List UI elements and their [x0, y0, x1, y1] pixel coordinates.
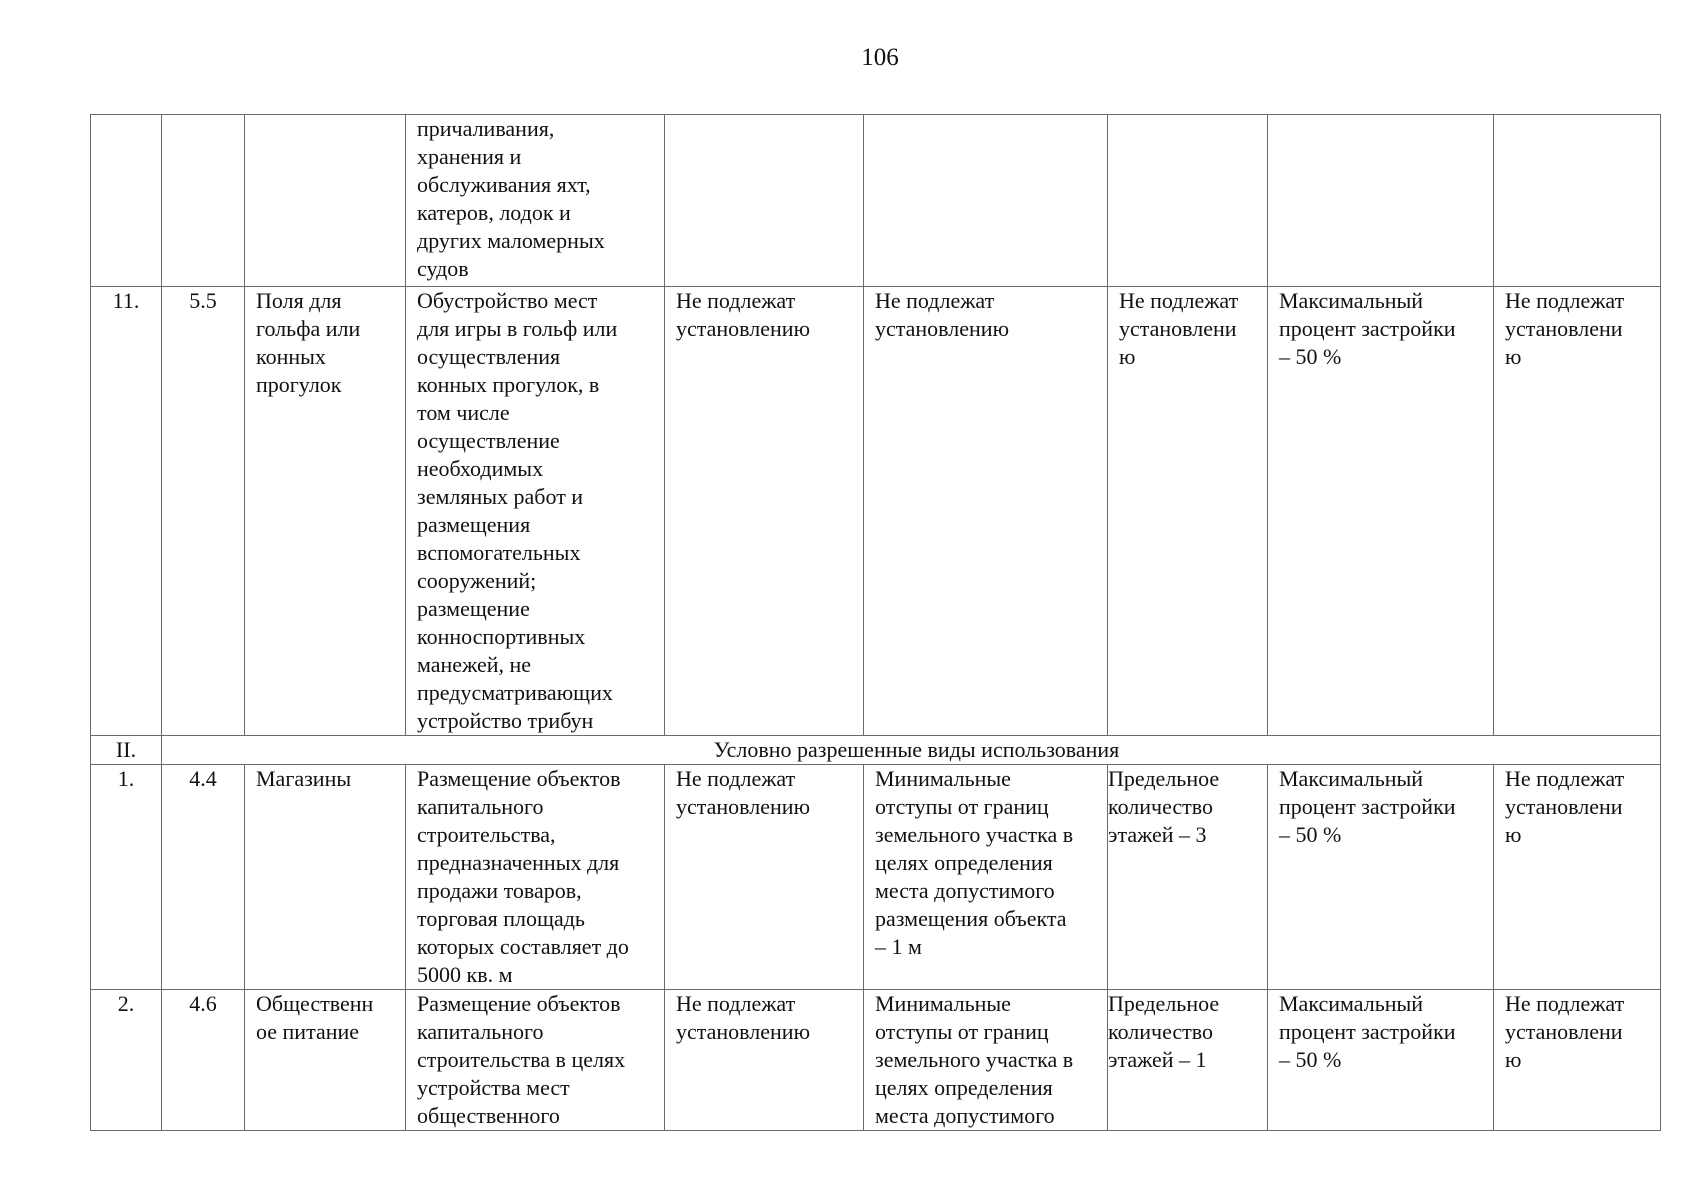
cell-section-no: II. [91, 736, 162, 765]
cell-col8 [1268, 115, 1494, 287]
cell-col6 [864, 115, 1108, 287]
cell-col5: Не подлежат установлению [665, 765, 864, 990]
cell-description: причаливания, хранения и обслуживания яхт, катеров, лодок и других маломерных судов [406, 115, 665, 287]
cell-name: Магазины [245, 765, 406, 990]
cell-code [162, 115, 245, 287]
cell-description: Обустройство мест для игры в гольф или осуществления конных прогулок, в том числе осуществление необходимых земляных работ и размещения вспомогательных сооружений; размещение конноспортивных манежей, не предусматривающих устройство трибун [406, 287, 665, 736]
cell-code: 4.6 [162, 990, 245, 1131]
cell-col5 [665, 115, 864, 287]
table-row-2 [91, 990, 1661, 1131]
cell-col7: Не подлежат установлени ю [1108, 287, 1268, 736]
cell-col6: Не подлежат установлению [864, 287, 1108, 736]
cell-col9: Не подлежат установлени ю [1494, 287, 1661, 736]
cell-col5: Не подлежат установлению [665, 990, 864, 1131]
section-row-II [91, 736, 1661, 765]
cell-col6: Минимальные отступы от границ земельного участка в целях определения места допустимого размещения объекта – 1 м [864, 765, 1108, 990]
cell-code: 5.5 [162, 287, 245, 736]
cell-col8: Максимальный процент застройки – 50 % [1268, 287, 1494, 736]
cell-col9: Не подлежат установлени ю [1494, 765, 1661, 990]
cell-col9 [1494, 115, 1661, 287]
zoning-table [90, 114, 1661, 1131]
section-title: Условно разрешенные виды использования [162, 736, 1661, 765]
cell-code: 4.4 [162, 765, 245, 990]
cell-no: 2. [91, 990, 162, 1131]
table-row-1 [91, 765, 1661, 990]
page-number: 106 [861, 44, 899, 71]
cell-no: 1. [91, 765, 162, 990]
cell-description: Размещение объектов капитального строительства, предназначенных для продажи товаров, торговая площадь которых составляет до 5000 кв. м [406, 765, 665, 990]
cell-col7 [1108, 115, 1268, 287]
cell-col7: Предельное количество этажей – 3 [1108, 765, 1268, 990]
cell-no: 11. [91, 287, 162, 736]
cell-col8: Максимальный процент застройки – 50 % [1268, 990, 1494, 1131]
cell-name [245, 115, 406, 287]
cell-description: Размещение объектов капитального строительства в целях устройства мест общественного [406, 990, 665, 1131]
cell-col7: Предельное количество этажей – 1 [1108, 990, 1268, 1131]
cell-col5: Не подлежат установлению [665, 287, 864, 736]
table-row-11 [91, 287, 1661, 736]
cell-name: Поля для гольфа или конных прогулок [245, 287, 406, 736]
cell-no [91, 115, 162, 287]
table-row-continuation [91, 115, 1661, 287]
cell-col6: Минимальные отступы от границ земельного участка в целях определения места допустимого [864, 990, 1108, 1131]
cell-col9: Не подлежат установлени ю [1494, 990, 1661, 1131]
cell-name: Общественн ое питание [245, 990, 406, 1131]
cell-col8: Максимальный процент застройки – 50 % [1268, 765, 1494, 990]
